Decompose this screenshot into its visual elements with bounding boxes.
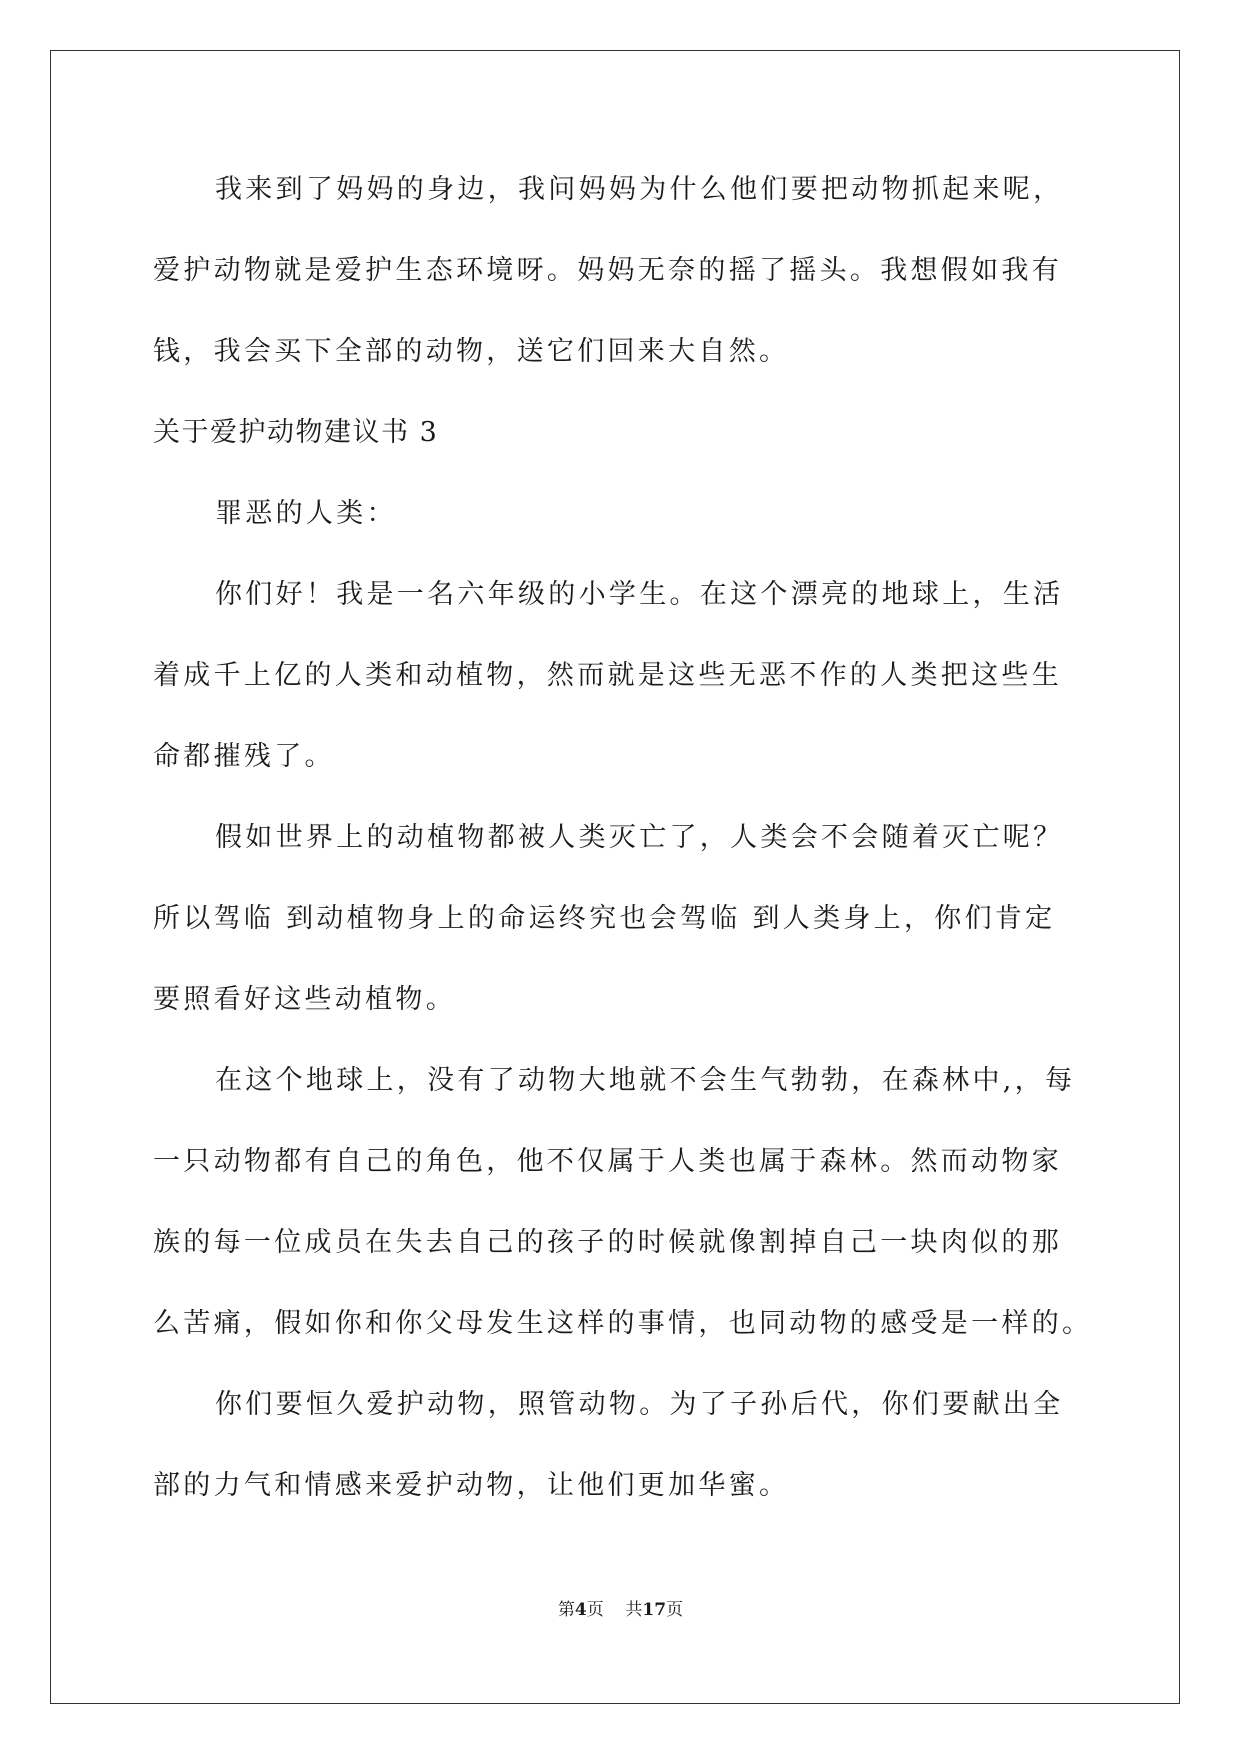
total-pages: 17: [642, 1600, 667, 1620]
paragraph-line: 要照看好这些动植物。: [153, 984, 456, 1015]
paragraph-line: 么苦痛，假如你和你父母发生这样的事情，也同动物的感受是一样的。: [153, 1308, 1093, 1339]
page-prefix: 第: [557, 1600, 575, 1620]
salutation: 罪恶的人类：: [215, 498, 397, 529]
paragraph-line: 族的每一位成员在失去自己的孩子的时候就像割掉自己一块肉似的那: [153, 1227, 1062, 1258]
paragraph-line: 一只动物都有自己的角色，他不仅属于人类也属于森林。然而动物家: [153, 1146, 1062, 1177]
page-suffix: 页: [586, 1600, 604, 1620]
paragraph-line: 钱，我会买下全部的动物，送它们回来大自然。: [153, 336, 790, 367]
paragraph-line: 爱护动物就是爱护生态环境呀。妈妈无奈的摇了摇头。我想假如我有: [153, 255, 1062, 286]
paragraph-line: 你们好！我是一名六年级的小学生。在这个漂亮的地球上，生活: [215, 579, 1064, 610]
paragraph-line: 部的力气和情感来爱护动物，让他们更加华蜜。: [153, 1470, 790, 1501]
paragraph-line: 所以驾临 到动植物身上的命运终究也会驾临 到人类身上，你们肯定: [153, 903, 1056, 934]
page-number: 4: [574, 1600, 587, 1620]
total-suffix: 页: [666, 1600, 684, 1620]
paragraph-line: 我来到了妈妈的身边，我问妈妈为什么他们要把动物抓起来呢，: [215, 174, 1064, 205]
section-heading: 关于爱护动物建议书 3: [153, 417, 439, 448]
total-prefix: 共: [625, 1600, 643, 1620]
paragraph-line: 你们要恒久爱护动物，照管动物。为了子孙后代，你们要献出全: [215, 1389, 1064, 1420]
page-footer: [0, 1598, 1241, 1622]
paragraph-line: 命都摧残了。: [153, 741, 335, 772]
paragraph-line: 着成千上亿的人类和动植物，然而就是这些无恶不作的人类把这些生: [153, 660, 1062, 691]
paragraph-line: 假如世界上的动植物都被人类灭亡了，人类会不会随着灭亡呢？: [215, 822, 1064, 853]
paragraph-line: 在这个地球上，没有了动物大地就不会生气勃勃，在森林中,，每: [215, 1065, 1076, 1096]
page-border: [50, 50, 1180, 1704]
